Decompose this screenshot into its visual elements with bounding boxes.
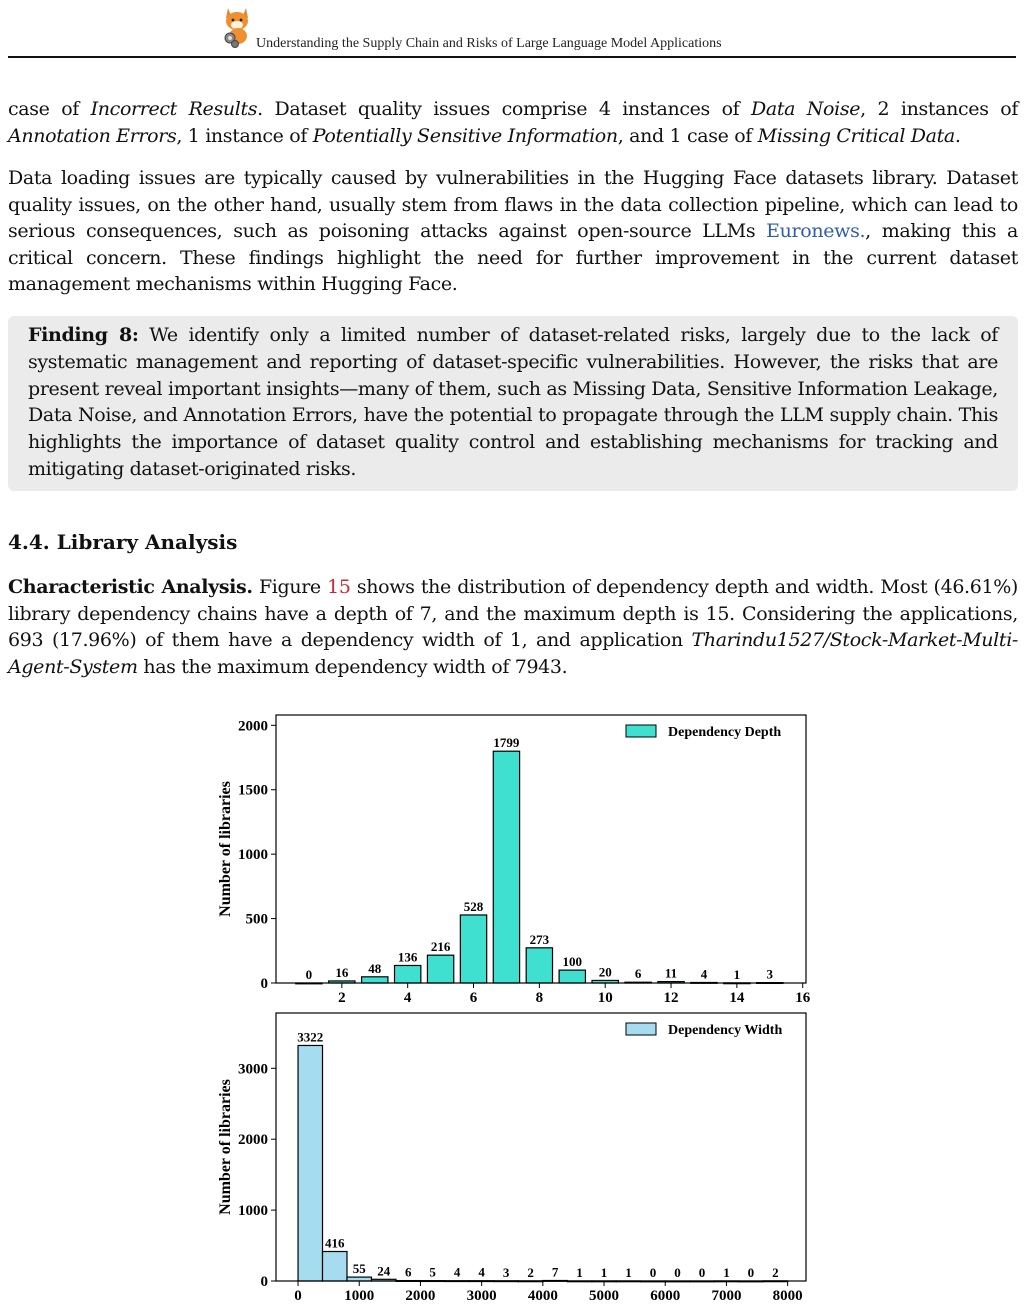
data-label: 1 bbox=[576, 1264, 583, 1280]
finding-text: Finding 8: We identify only a limited number of dataset-related risks, largely due to the lack of systematic management and reporting of dataset-specific vulnerabilities. However, the risks that are present reveal important insights—many of them, such as Missing Data, Sensitive Information Leakage, Data Noise, and Annotation Errors, have the potential to propagate through the LLM supply chain. This highlights the importance of dataset quality control and establishing mechanisms for tracking and mitigating dataset-originated risks. bbox=[28, 324, 998, 480]
data-label: 3 bbox=[766, 966, 774, 982]
y-tick-label: 2000 bbox=[238, 1132, 268, 1149]
y-tick-label: 1500 bbox=[238, 782, 268, 799]
y-tick-label: 0 bbox=[260, 976, 268, 992]
data-label: 1799 bbox=[493, 735, 520, 751]
x-tick-label: 8000 bbox=[772, 1288, 803, 1304]
data-label: 2 bbox=[772, 1264, 779, 1280]
data-label: 528 bbox=[463, 898, 484, 914]
bar bbox=[298, 1045, 322, 1281]
data-label: 273 bbox=[529, 931, 550, 947]
paragraph-characteristic-analysis: Characteristic Analysis. Figure 15 shows the distribution of dependency depth and width. Most (46.61%) library dependency chains have a depth of 7, and the maximum depth is 15. Considering the applications, 693 (17.96%) of them have a dependency width of 1, and application Tharindu1527/Stock-Market-Multi-Agent-System has the maximum dependency width of 7943. bbox=[8, 576, 1018, 678]
legend-label: Dependency Width bbox=[668, 1023, 783, 1038]
figure-dependency-distribution bbox=[0, 700, 1025, 1304]
bar bbox=[493, 751, 519, 983]
running-header bbox=[8, 0, 1016, 58]
x-tick-label: 6000 bbox=[650, 1288, 681, 1304]
data-label: 0 bbox=[649, 1265, 657, 1280]
y-axis-label: Number of libraries bbox=[217, 781, 234, 917]
data-label: 4 bbox=[453, 1264, 461, 1280]
figure-ref-link[interactable]: 15 bbox=[327, 576, 351, 598]
paragraph-data-loading: Data loading issues are typically caused by vulnerabilities in the Hugging Face datasets library. Dataset quality issues, on the other hand, usually stem from flaws in the data collection pipeline, which can lead to serious consequences, such as poisoning attacks against open-source LLMs Euronews., making this a critical concern. These findings highlight the need for further improvement in the current dataset management mechanisms within Hugging Face. bbox=[8, 167, 1018, 295]
data-label: 24 bbox=[377, 1263, 391, 1279]
bar bbox=[395, 965, 421, 983]
y-tick-label: 1000 bbox=[238, 847, 268, 864]
x-tick-label: 4 bbox=[403, 990, 412, 1006]
data-label: 16 bbox=[335, 964, 349, 980]
data-label: 416 bbox=[325, 1235, 345, 1251]
x-tick-label: 3000 bbox=[466, 1288, 497, 1304]
x-tick-label: 2 bbox=[338, 990, 346, 1006]
x-tick-label: 0 bbox=[294, 1288, 302, 1304]
data-label: 1 bbox=[733, 966, 741, 982]
data-label: 2 bbox=[527, 1264, 534, 1280]
y-axis-label: Number of libraries bbox=[217, 1079, 234, 1215]
paragraph-dataset-issues: case of Incorrect Results. Dataset quality issues comprise 4 instances of Data Noise, 2 instances of Annotation Errors, 1 instance of Potentially Sensitive Information, and 1 case of Missing Critical Data. bbox=[8, 98, 1019, 147]
finding-label: Finding 8: bbox=[28, 324, 139, 346]
data-label: 0 bbox=[698, 1265, 706, 1280]
y-tick-label: 1000 bbox=[238, 1203, 268, 1220]
legend-swatch bbox=[626, 725, 656, 737]
legend-label: Dependency Depth bbox=[668, 725, 782, 740]
bar bbox=[559, 970, 585, 983]
data-label: 1 bbox=[625, 1264, 632, 1280]
data-label: 4 bbox=[700, 966, 708, 982]
data-label: 0 bbox=[674, 1265, 681, 1280]
x-tick-label: 2000 bbox=[405, 1288, 436, 1304]
x-tick-label: 10 bbox=[597, 990, 613, 1006]
data-label: 0 bbox=[305, 967, 313, 982]
x-tick-label: 14 bbox=[729, 990, 745, 1006]
y-tick-label: 2000 bbox=[238, 718, 268, 735]
x-tick-label: 6 bbox=[469, 990, 478, 1006]
section-heading: 4.4. Library Analysis bbox=[8, 530, 238, 554]
data-label: 6 bbox=[404, 1264, 412, 1280]
x-tick-label: 16 bbox=[795, 990, 811, 1006]
bar bbox=[526, 948, 552, 983]
bar bbox=[323, 1252, 347, 1281]
data-label: 7 bbox=[551, 1264, 559, 1280]
data-label: 5 bbox=[429, 1264, 436, 1280]
data-label: 4 bbox=[478, 1264, 485, 1280]
data-label: 216 bbox=[430, 939, 451, 955]
plot-frame bbox=[276, 1013, 806, 1281]
data-label: 20 bbox=[598, 964, 612, 980]
x-tick-label: 12 bbox=[663, 990, 679, 1006]
bar bbox=[460, 915, 486, 983]
data-label: 0 bbox=[747, 1265, 755, 1280]
x-tick-label: 4000 bbox=[527, 1288, 558, 1304]
y-tick-label: 0 bbox=[260, 1274, 268, 1290]
x-tick-label: 1000 bbox=[344, 1288, 375, 1304]
data-label: 100 bbox=[562, 954, 583, 970]
fox-mascot-icon bbox=[220, 4, 254, 48]
x-tick-label: 7000 bbox=[711, 1288, 742, 1304]
data-label: 3322 bbox=[297, 1029, 324, 1045]
y-tick-label: 3000 bbox=[238, 1061, 268, 1078]
legend-swatch bbox=[626, 1023, 656, 1035]
data-label: 3 bbox=[502, 1264, 510, 1280]
finding-box bbox=[8, 316, 1018, 491]
x-tick-label: 8 bbox=[535, 990, 544, 1006]
header-title: Understanding the Supply Chain and Risks of Large Language Model Applications bbox=[256, 36, 722, 51]
data-label: 55 bbox=[352, 1261, 366, 1277]
data-label: 1 bbox=[723, 1264, 730, 1280]
data-label: 11 bbox=[664, 965, 678, 981]
header-rule bbox=[8, 56, 1016, 58]
chart-dependency-depth bbox=[217, 715, 811, 1006]
bar bbox=[362, 977, 388, 983]
bar bbox=[427, 955, 453, 983]
data-label: 6 bbox=[634, 966, 642, 982]
data-label: 1 bbox=[600, 1264, 608, 1280]
data-label: 136 bbox=[397, 949, 418, 965]
chart-dependency-width bbox=[217, 1013, 806, 1304]
x-tick-label: 5000 bbox=[589, 1288, 620, 1304]
data-label: 48 bbox=[368, 960, 382, 976]
euronews-link[interactable]: Euronews. bbox=[766, 220, 866, 242]
y-tick-label: 500 bbox=[245, 911, 268, 928]
